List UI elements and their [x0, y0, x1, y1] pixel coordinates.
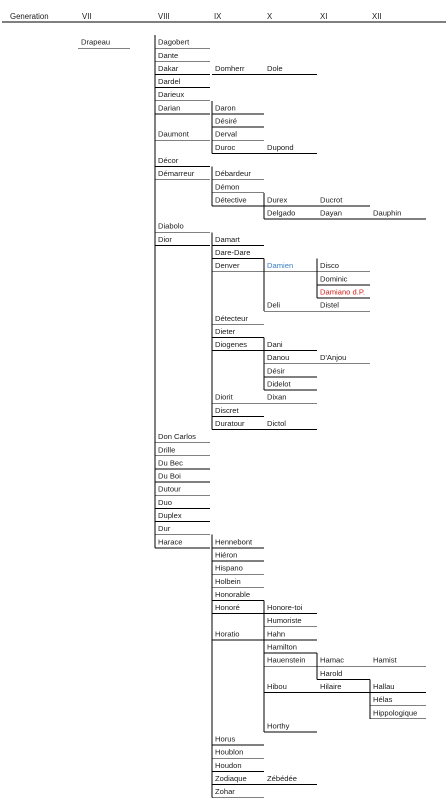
- person-drille: Drille: [158, 445, 176, 455]
- generation-header-ix: IX: [214, 12, 222, 21]
- person-detective: Détective: [215, 195, 247, 205]
- person-darieux: Darieux: [158, 90, 185, 100]
- person-diorit: Diorit: [215, 392, 233, 402]
- person-honore: Honoré: [215, 603, 240, 613]
- person-dupond: Dupond: [267, 142, 294, 152]
- person-demon: Démon: [215, 182, 240, 192]
- person-helas: Hélas: [373, 695, 393, 705]
- person-duratour: Duratour: [215, 418, 245, 428]
- person-durex: Durex: [267, 195, 288, 205]
- person-disco: Disco: [320, 261, 339, 271]
- person-dur: Dur: [158, 524, 171, 534]
- person-dieter: Dieter: [215, 326, 236, 336]
- person-honorable: Honorable: [215, 589, 251, 599]
- generation-header-x: X: [267, 12, 273, 21]
- person-dardel: Dardel: [158, 77, 181, 87]
- person-danou: Danou: [267, 353, 290, 363]
- person-desir: Désir: [267, 366, 285, 376]
- person-dutour: Dutour: [158, 484, 181, 494]
- generation-header-row: [10, 12, 382, 21]
- person-duo: Duo: [158, 497, 172, 507]
- person-dani: Dani: [267, 340, 283, 350]
- person-debardeur: Débardeur: [215, 169, 251, 179]
- person-hamist: Hamist: [373, 655, 397, 665]
- person-duplex: Duplex: [158, 511, 182, 520]
- person-hamac: Hamac: [320, 655, 345, 665]
- person-diabolo: Diabolo: [158, 221, 184, 231]
- person-dominic: Dominic: [320, 274, 348, 284]
- person-horatio: Horatio: [215, 629, 240, 639]
- person-dole: Dole: [267, 63, 283, 73]
- person-hennebont: Hennebont: [215, 537, 253, 547]
- person-honore-toi: Honore-toi: [267, 603, 303, 613]
- person-damart: Damart: [215, 234, 240, 244]
- person-harace: Harace: [158, 537, 183, 547]
- person-damiano-d-p: Damiano d.P.: [320, 287, 366, 297]
- person-discret: Discret: [215, 405, 239, 415]
- person-d-anjou: D'Anjou: [320, 353, 347, 363]
- person-dictol: Dictol: [267, 418, 286, 428]
- person-du-bec: Du Bec: [158, 458, 183, 468]
- person-hamilton: Hamilton: [267, 642, 297, 652]
- person-deli: Deli: [267, 300, 281, 310]
- person-hibou: Hibou: [267, 681, 287, 691]
- person-daron: Daron: [215, 103, 236, 113]
- person-houblon: Houblon: [215, 747, 244, 757]
- person-derval: Derval: [215, 129, 237, 139]
- person-ducrot: Ducrot: [320, 195, 343, 205]
- person-hauenstein: Hauenstein: [267, 655, 306, 665]
- person-dixan: Dixan: [267, 392, 287, 402]
- person-drapeau: Drapeau: [81, 37, 111, 47]
- person-dakar: Dakar: [158, 63, 179, 73]
- generation-header-xii: XII: [372, 12, 382, 21]
- person-du-boi: Du Boi: [158, 471, 181, 481]
- person-denver: Denver: [215, 261, 240, 271]
- person-decor: Décor: [158, 155, 179, 165]
- generation-header-viii: VIII: [158, 12, 170, 21]
- name-labels: [81, 38, 417, 797]
- person-delgado: Delgado: [267, 208, 296, 218]
- person-horthy: Horthy: [267, 721, 290, 731]
- person-didelot: Didelot: [267, 379, 291, 389]
- person-distel: Distel: [320, 300, 339, 310]
- person-zodiaque: Zodiaque: [215, 774, 247, 783]
- person-desire: Désiré: [215, 116, 237, 126]
- person-horus: Horus: [215, 734, 236, 744]
- person-hieron: Hiéron: [215, 550, 238, 560]
- person-dare-dare: Dare-Dare: [215, 248, 251, 257]
- person-houdon: Houdon: [215, 760, 242, 770]
- person-demarreur: Démarreur: [158, 169, 195, 179]
- person-dagobert: Dagobert: [158, 37, 190, 47]
- person-darian: Darian: [158, 103, 181, 113]
- person-zebedee: Zébédée: [267, 774, 297, 783]
- person-domherr: Domherr: [215, 63, 245, 73]
- person-diogenes: Diogenes: [215, 340, 248, 350]
- person-humoriste: Humoriste: [267, 616, 302, 626]
- person-detecteur: Détecteur: [215, 313, 248, 323]
- person-damien: Damien: [267, 261, 294, 271]
- generation-header-vii: VII: [82, 12, 92, 21]
- generation-header-xi: XI: [320, 12, 328, 21]
- person-dayan: Dayan: [320, 208, 342, 218]
- person-harold: Harold: [320, 668, 343, 678]
- person-dauphin: Dauphin: [373, 208, 402, 218]
- person-hispano: Hispano: [215, 563, 243, 573]
- generation-label: Generation: [10, 12, 49, 21]
- person-hahn: Hahn: [267, 629, 286, 639]
- person-don-carlos: Don Carlos: [158, 432, 196, 442]
- person-hippologique: Hippologique: [373, 708, 418, 718]
- person-holbein: Holbein: [215, 576, 241, 586]
- person-hallau: Hallau: [373, 681, 395, 691]
- person-dante: Dante: [158, 50, 179, 60]
- person-hilaire: Hilaire: [320, 681, 342, 691]
- person-duroc: Duroc: [215, 142, 236, 152]
- person-zohar: Zohar: [215, 787, 235, 797]
- person-daumont: Daumont: [158, 129, 189, 139]
- person-dior: Dior: [158, 234, 172, 244]
